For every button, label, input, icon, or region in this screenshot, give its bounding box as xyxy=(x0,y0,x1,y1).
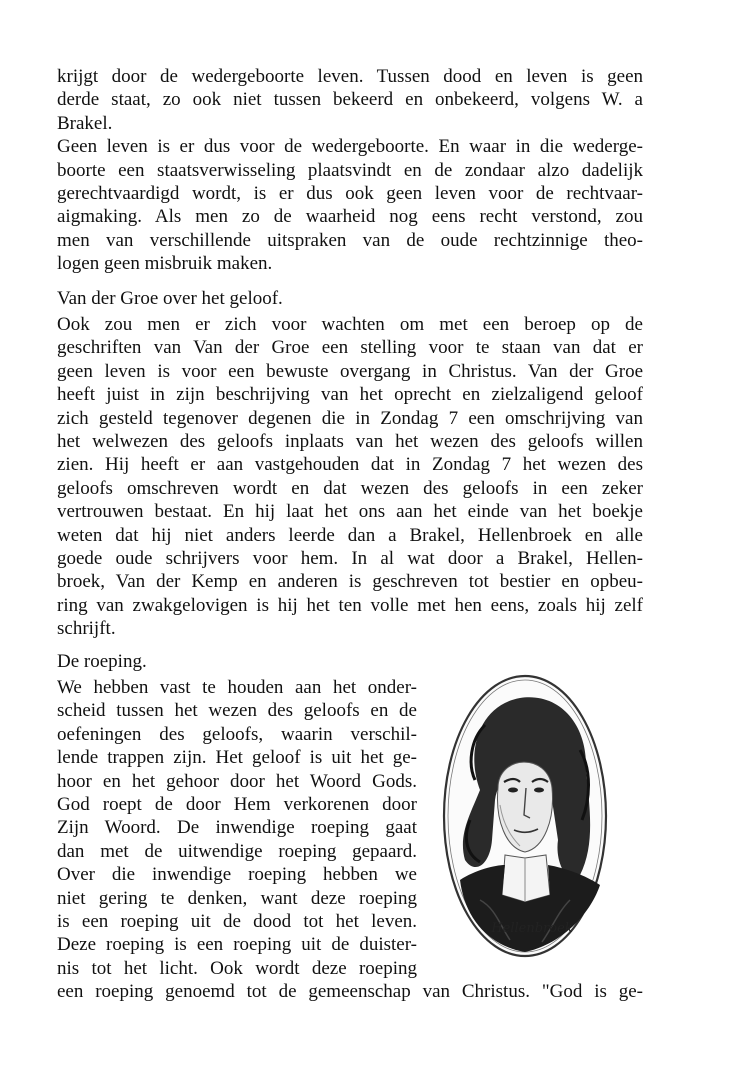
text-line: broek, Van der Kemp en anderen is geschreven tot bestier en opbeu- xyxy=(57,571,643,593)
text-line: gerechtvaardigd wordt, is er dus ook geen leven voor de rechtvaar- xyxy=(57,182,643,204)
text-line: Deze roeping is een roeping uit de duister- xyxy=(57,934,417,956)
hellenbroek-portrait xyxy=(440,670,610,962)
text-line: geloofs omschreven wordt en dat wezen des geloofs in een zeker xyxy=(57,477,643,499)
text-line: nis tot het licht. Ook wordt deze roeping xyxy=(57,957,417,979)
text-line: aigmaking. Als men zo de waarheid nog eens recht verstond, zou xyxy=(57,206,643,228)
section-heading-van-der-groe: Van der Groe over het geloof. xyxy=(57,288,283,309)
section-heading-de-roeping: De roeping. xyxy=(57,651,147,672)
text-line: is een roeping uit de dood tot het leven. xyxy=(57,910,417,932)
text-line: krijgt door de wedergeboorte leven. Tussen dood en leven is geen xyxy=(57,66,643,87)
paragraph-wedergeboorte xyxy=(57,65,643,276)
text-line: Zijn Woord. De inwendige roeping gaat xyxy=(57,817,417,839)
portrait-caption: Hellenbroek xyxy=(491,921,573,936)
text-line: ring van zwakgelovigen is hij het ten volle met hen eens, zoals hij zelf xyxy=(57,594,643,616)
text-line: zien. Hij heeft er aan vastgehouden dat in Zondag 7 het wezen des xyxy=(57,454,643,476)
text-line: lende trappen zijn. Het geloof is uit het ge- xyxy=(57,747,417,769)
text-line: dan met de uitwendige roeping gepaard. xyxy=(57,840,417,862)
text-line: Ook zou men er zich voor wachten om met een beroep op de xyxy=(57,314,643,335)
text-line: goede oude schrijvers voor hem. In al wat door a Brakel, Hellen- xyxy=(57,547,643,569)
text-line: Brakel. xyxy=(57,112,113,134)
text-line: Geen leven is er dus voor de wedergeboorte. En waar in die wederge- xyxy=(57,136,643,158)
text-line: logen geen misbruik maken. xyxy=(57,253,273,275)
text-line: weten dat hij niet anders leerde dan a Brakel, Hellenbroek en alle xyxy=(57,524,643,546)
text-line: zich gesteld tegenover degenen die in Zondag 7 een omschrijving van xyxy=(57,407,643,429)
text-line: Over die inwendige roeping hebben we xyxy=(57,864,417,886)
paragraph-van-der-groe xyxy=(57,313,643,640)
text-line: We hebben vast te houden aan het onder- xyxy=(57,677,417,698)
text-line: heeft juist in zijn beschrijving van het oprecht en zielzaligend geloof xyxy=(57,384,643,406)
text-line: oefeningen des geloofs, waarin verschil- xyxy=(57,723,417,745)
text-line: een roeping genoemd tot de gemeenschap van Christus. "God is ge- xyxy=(57,981,643,1003)
text-line: hoor en het gehoor door het Woord Gods. xyxy=(57,770,417,792)
text-line: geschriften van Van der Groe een stelling voor te staan van dat er xyxy=(57,337,643,359)
text-line: niet gering te denken, want deze roeping xyxy=(57,887,417,909)
text-line: scheid tussen het wezen des geloofs en de xyxy=(57,700,417,722)
text-line: vertrouwen bestaat. En hij laat het ons aan het einde van het boekje xyxy=(57,501,643,523)
text-line: derde staat, zo ook niet tussen bekeerd en onbekeerd, volgens W. a xyxy=(57,89,643,111)
text-line: men van verschillende uitspraken van de oude rechtzinnige theo- xyxy=(57,229,643,251)
text-line: God roept de door Hem verkorenen door xyxy=(57,793,417,815)
text-line: het welwezen des geloofs inplaats van het wezen des geloofs willen xyxy=(57,430,643,452)
text-line: schrijft. xyxy=(57,618,116,640)
text-line: geen leven is voor een bewuste overgang in Christus. Van der Groe xyxy=(57,360,643,382)
text-line: boorte een staatsverwisseling plaatsvindt en de zondaar alzo dadelijk xyxy=(57,159,643,181)
